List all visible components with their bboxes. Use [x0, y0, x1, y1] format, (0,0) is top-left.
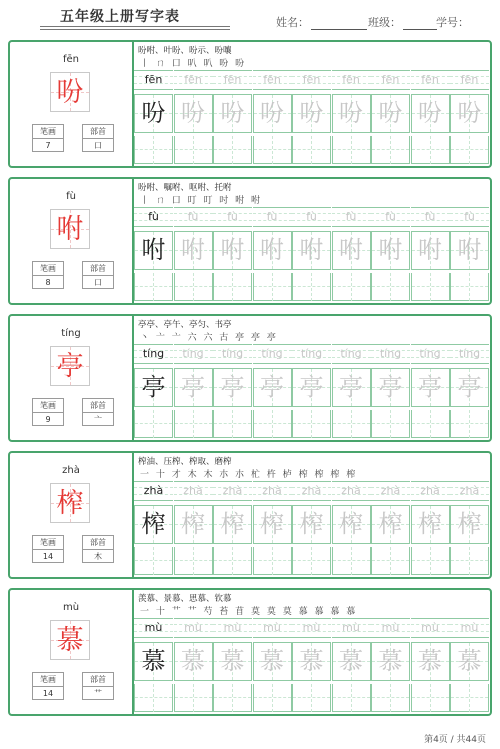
- character-practice: 亭: [299, 373, 324, 401]
- practice-cell[interactable]: [411, 207, 450, 303]
- practice-cell[interactable]: [174, 618, 213, 714]
- pinyin-practice: tíng: [142, 347, 165, 360]
- character-practice: 咐: [378, 236, 403, 264]
- stroke-order: 一 十 艹 艹 芍 苔 苜 莫 莫 莫 慕 慕 慕 慕: [140, 607, 358, 617]
- practice-cell[interactable]: [332, 344, 371, 440]
- pinyin-practice: fù: [227, 210, 238, 223]
- practice-cell[interactable]: [174, 344, 213, 440]
- empty-practice-box[interactable]: [332, 684, 371, 712]
- pinyin-practice: mù: [342, 621, 360, 634]
- pinyin-practice: tíng: [261, 347, 283, 360]
- character-card: [8, 177, 492, 305]
- character-practice: 慕: [181, 647, 205, 675]
- practice-cell[interactable]: [292, 70, 331, 166]
- empty-practice-box[interactable]: [450, 547, 489, 575]
- practice-cell[interactable]: [411, 344, 450, 440]
- practice-cell[interactable]: [371, 618, 410, 714]
- pinyin-label: mù: [62, 602, 80, 613]
- pinyin-label: fù: [66, 191, 76, 202]
- character-practice: 慕: [220, 647, 245, 675]
- empty-practice-box[interactable]: [332, 273, 371, 301]
- pinyin-practice: zhà: [183, 484, 203, 497]
- empty-practice-box[interactable]: [134, 136, 173, 164]
- pinyin-practice: mù: [302, 621, 321, 634]
- pinyin-practice: mù: [184, 621, 202, 634]
- empty-practice-box[interactable]: [174, 547, 213, 575]
- practice-cell[interactable]: [332, 618, 371, 714]
- radical-box: [82, 261, 114, 289]
- practice-cell[interactable]: [332, 70, 371, 166]
- pinyin-practice: tíng: [458, 347, 481, 360]
- character-practice: 榨: [220, 510, 245, 538]
- practice-cell[interactable]: [450, 618, 489, 714]
- practice-cell[interactable]: [213, 207, 252, 303]
- empty-practice-box[interactable]: [292, 410, 331, 438]
- pinyin-practice: fù: [424, 210, 436, 223]
- practice-cell[interactable]: [292, 207, 331, 303]
- practice-cell[interactable]: [371, 344, 410, 440]
- pinyin-practice: fēn: [421, 73, 439, 86]
- empty-practice-box[interactable]: [174, 410, 213, 438]
- empty-practice-box[interactable]: [213, 410, 252, 438]
- character-practice: 咐: [181, 236, 205, 264]
- main-character: 吩: [56, 77, 84, 108]
- empty-practice-box[interactable]: [253, 547, 292, 575]
- practice-cell[interactable]: [213, 481, 252, 577]
- practice-cell[interactable]: [134, 344, 173, 440]
- practice-cell[interactable]: [253, 618, 292, 714]
- practice-cell[interactable]: [411, 70, 450, 166]
- character-practice: 慕: [339, 647, 363, 675]
- character-practice: 慕: [418, 647, 442, 675]
- empty-practice-box[interactable]: [174, 684, 213, 712]
- pinyin-practice: fēn: [342, 73, 360, 86]
- practice-panel: [134, 453, 490, 577]
- empty-practice-box[interactable]: [371, 684, 410, 712]
- pinyin-practice: fēn: [263, 73, 281, 86]
- character-practice: 吩: [181, 99, 205, 127]
- stroke-count-box: [32, 672, 64, 700]
- empty-practice-box[interactable]: [253, 273, 292, 301]
- practice-cell[interactable]: [450, 207, 489, 303]
- pinyin-practice: zhà: [380, 484, 401, 497]
- empty-practice-box[interactable]: [411, 273, 450, 301]
- radical-value: 木: [94, 552, 102, 561]
- character-practice: 榨: [299, 510, 324, 538]
- empty-practice-box[interactable]: [450, 136, 489, 164]
- number-field[interactable]: [436, 14, 500, 43]
- pinyin-practice: mù: [421, 621, 439, 634]
- empty-practice-box[interactable]: [213, 136, 252, 164]
- pinyin-practice: fù: [345, 210, 357, 223]
- stroke-count-label: 笔画: [33, 262, 63, 276]
- character-info-panel: [10, 42, 134, 166]
- radical-box: [82, 398, 114, 426]
- empty-practice-box[interactable]: [411, 684, 450, 712]
- pinyin-practice: fù: [148, 210, 159, 223]
- pinyin-practice: mù: [263, 621, 281, 634]
- practice-cell[interactable]: [134, 207, 173, 303]
- character-practice: 亭: [220, 373, 245, 401]
- character-practice: 亭: [141, 373, 166, 401]
- practice-cell[interactable]: [450, 481, 489, 577]
- radical-box: [82, 672, 114, 700]
- radical-label: 部首: [83, 262, 113, 276]
- empty-practice-box[interactable]: [411, 547, 450, 575]
- pinyin-practice: fù: [187, 210, 199, 223]
- practice-panel: [134, 316, 490, 440]
- radical-box: [82, 124, 114, 152]
- empty-practice-box[interactable]: [371, 410, 410, 438]
- pinyin-practice: fēn: [460, 73, 479, 86]
- character-practice: 吩: [220, 99, 245, 127]
- main-character: 亭: [56, 351, 84, 382]
- character-card: [8, 314, 492, 442]
- example-words: 羡慕、景慕、思慕、钦慕: [138, 594, 232, 604]
- name-field[interactable]: [276, 14, 367, 30]
- pinyin-practice: fēn: [144, 73, 163, 86]
- practice-cell[interactable]: [450, 70, 489, 166]
- empty-practice-box[interactable]: [292, 547, 331, 575]
- main-character: 慕: [56, 625, 84, 656]
- empty-practice-box[interactable]: [371, 273, 410, 301]
- character-practice: 亭: [378, 373, 403, 401]
- example-words: 吩咐、嘱咐、呕咐、托咐: [138, 183, 232, 193]
- class-blank[interactable]: [403, 19, 437, 30]
- character-practice: 吩: [299, 99, 324, 127]
- character-practice: 慕: [299, 647, 324, 675]
- practice-cell[interactable]: [411, 618, 450, 714]
- pinyin-practice: tíng: [221, 347, 244, 360]
- practice-cell[interactable]: [292, 344, 331, 440]
- character-practice: 榨: [181, 510, 205, 538]
- pinyin-label: tíng: [61, 328, 81, 339]
- empty-practice-box[interactable]: [213, 684, 252, 712]
- stroke-count-box: [32, 261, 64, 289]
- page-number: 第4页 / 共44页: [424, 735, 486, 745]
- class-label: 班级：: [368, 16, 401, 29]
- character-practice: 榨: [339, 510, 363, 538]
- character-info-panel: [10, 316, 134, 440]
- character-practice: 咐: [141, 236, 166, 264]
- empty-practice-box[interactable]: [371, 136, 410, 164]
- pinyin-practice: fù: [385, 210, 396, 223]
- radical-label: 部首: [83, 673, 113, 687]
- pinyin-practice: mù: [144, 621, 163, 634]
- empty-practice-box[interactable]: [332, 136, 371, 164]
- character-card: [8, 451, 492, 579]
- number-label: 学号：: [436, 16, 469, 29]
- pinyin-label: zhà: [62, 465, 80, 476]
- stroke-count-box: [32, 398, 64, 426]
- pinyin-practice: tíng: [379, 347, 402, 360]
- empty-practice-box[interactable]: [174, 136, 213, 164]
- pinyin-practice: tíng: [419, 347, 441, 360]
- empty-practice-box[interactable]: [134, 410, 173, 438]
- stroke-count-box: [32, 535, 64, 563]
- character-info-panel: [10, 590, 134, 714]
- practice-cell[interactable]: [213, 70, 252, 166]
- pinyin-practice: tíng: [300, 347, 323, 360]
- stroke-count-value: 14: [42, 689, 54, 698]
- practice-cell[interactable]: [253, 481, 292, 577]
- practice-cell[interactable]: [174, 207, 213, 303]
- character-practice: 亭: [457, 373, 482, 401]
- character-practice: 吩: [260, 99, 284, 127]
- pinyin-practice: mù: [460, 621, 479, 634]
- stroke-count-box: [32, 124, 64, 152]
- character-practice: 慕: [260, 647, 284, 675]
- practice-cell[interactable]: [213, 344, 252, 440]
- stroke-count-value: 14: [42, 552, 54, 561]
- pinyin-practice: fēn: [381, 73, 400, 86]
- stroke-order: 丨 ㄇ 口 叭 叭 吩 吩: [140, 59, 247, 69]
- pinyin-practice: zhà: [459, 484, 480, 497]
- pinyin-practice: zhà: [341, 484, 361, 497]
- practice-cell[interactable]: [371, 481, 410, 577]
- pinyin-practice: mù: [381, 621, 400, 634]
- practice-cell[interactable]: [411, 481, 450, 577]
- character-practice: 慕: [141, 647, 166, 675]
- pinyin-practice: fēn: [223, 73, 242, 86]
- character-practice: 咐: [339, 236, 363, 264]
- empty-practice-box[interactable]: [332, 410, 371, 438]
- main-character: 榨: [56, 488, 84, 519]
- radical-label: 部首: [83, 399, 113, 413]
- stroke-order: 丶 亠 亠 六 六 古 亭 亭 亭: [140, 333, 278, 343]
- character-box: [50, 483, 90, 523]
- character-practice: 榨: [418, 510, 442, 538]
- practice-cell[interactable]: [253, 207, 292, 303]
- example-words: 亭亭、亭午、亭匀、书亭: [138, 320, 232, 330]
- radical-value: 口: [94, 278, 102, 287]
- character-box: [50, 72, 90, 112]
- radical-value: 艹: [94, 689, 102, 698]
- pinyin-practice: fēn: [302, 73, 321, 86]
- practice-cell[interactable]: [134, 481, 173, 577]
- stroke-order: 一 十 才 木 木 朩 朩 杧 杵 栌 榨 榨 榨 榨: [140, 470, 358, 480]
- character-box: [50, 620, 90, 660]
- empty-practice-box[interactable]: [213, 273, 252, 301]
- character-practice: 咐: [457, 236, 482, 264]
- character-practice: 亭: [339, 373, 363, 401]
- radical-value: 口: [94, 141, 102, 150]
- empty-practice-box[interactable]: [332, 547, 371, 575]
- character-card: [8, 588, 492, 716]
- character-practice: 吩: [418, 99, 442, 127]
- character-practice: 亭: [181, 373, 205, 401]
- empty-practice-box[interactable]: [411, 410, 450, 438]
- character-practice: 慕: [378, 647, 403, 675]
- empty-practice-box[interactable]: [292, 684, 331, 712]
- practice-grid: [134, 70, 490, 166]
- character-practice: 咐: [299, 236, 324, 264]
- radical-label: 部首: [83, 125, 113, 139]
- practice-panel: [134, 179, 490, 303]
- practice-cell[interactable]: [450, 344, 489, 440]
- character-card: [8, 40, 492, 168]
- empty-practice-box[interactable]: [450, 273, 489, 301]
- example-words: 吩咐、叶吩、吩示、吩嚷: [138, 46, 232, 56]
- character-practice: 榨: [378, 510, 403, 538]
- empty-practice-box[interactable]: [411, 136, 450, 164]
- practice-cell[interactable]: [332, 207, 371, 303]
- character-practice: 榨: [141, 510, 166, 538]
- pinyin-practice: mù: [223, 621, 242, 634]
- practice-cell[interactable]: [292, 618, 331, 714]
- name-label: 姓名：: [276, 16, 309, 29]
- character-info-panel: [10, 453, 134, 577]
- practice-cell[interactable]: [253, 344, 292, 440]
- character-practice: 亭: [260, 373, 284, 401]
- character-info-panel: [10, 179, 134, 303]
- practice-cell[interactable]: [253, 70, 292, 166]
- character-practice: 吩: [457, 99, 482, 127]
- pinyin-practice: fēn: [184, 73, 202, 86]
- stroke-count-value: 8: [45, 278, 51, 287]
- character-practice: 吩: [141, 99, 166, 127]
- practice-cell[interactable]: [292, 481, 331, 577]
- practice-grid: [134, 618, 490, 714]
- practice-cell[interactable]: [174, 70, 213, 166]
- class-field[interactable]: [368, 14, 437, 30]
- character-box: [50, 209, 90, 249]
- empty-practice-box[interactable]: [292, 136, 331, 164]
- character-practice: 慕: [457, 647, 482, 675]
- pinyin-practice: zhà: [143, 484, 164, 497]
- practice-cell[interactable]: [332, 481, 371, 577]
- pinyin-practice: tíng: [182, 347, 204, 360]
- pinyin-label: fēn: [62, 54, 79, 65]
- example-words: 榨油、压榨、榨取、磨榨: [138, 457, 232, 467]
- empty-practice-box[interactable]: [253, 684, 292, 712]
- empty-practice-box[interactable]: [292, 273, 331, 301]
- empty-practice-box[interactable]: [253, 410, 292, 438]
- practice-grid: [134, 207, 490, 303]
- pinyin-practice: zhà: [222, 484, 243, 497]
- radical-value: 亠: [94, 415, 102, 424]
- stroke-count-label: 笔画: [33, 125, 63, 139]
- pinyin-practice: tíng: [340, 347, 362, 360]
- title-underline-2: [40, 29, 230, 30]
- pinyin-practice: fù: [306, 210, 317, 223]
- character-box: [50, 346, 90, 386]
- main-character: 咐: [56, 214, 84, 245]
- empty-practice-box[interactable]: [450, 684, 489, 712]
- practice-cell[interactable]: [174, 481, 213, 577]
- stroke-count-value: 9: [45, 415, 51, 424]
- practice-panel: [134, 42, 490, 166]
- radical-label: 部首: [83, 536, 113, 550]
- character-practice: 咐: [418, 236, 442, 264]
- character-practice: 咐: [260, 236, 284, 264]
- document-title: 五年级上册写字表: [60, 9, 180, 25]
- empty-practice-box[interactable]: [134, 273, 173, 301]
- empty-practice-box[interactable]: [371, 547, 410, 575]
- practice-cell[interactable]: [371, 70, 410, 166]
- pinyin-practice: zhà: [420, 484, 440, 497]
- empty-practice-box[interactable]: [174, 273, 213, 301]
- practice-cell[interactable]: [371, 207, 410, 303]
- stroke-count-value: 7: [45, 141, 51, 150]
- character-practice: 咐: [220, 236, 245, 264]
- empty-practice-box[interactable]: [450, 410, 489, 438]
- pinyin-practice: fù: [266, 210, 278, 223]
- character-practice: 亭: [418, 373, 442, 401]
- pinyin-practice: fù: [464, 210, 475, 223]
- empty-practice-box[interactable]: [253, 136, 292, 164]
- empty-practice-box[interactable]: [134, 684, 173, 712]
- empty-practice-box[interactable]: [213, 547, 252, 575]
- practice-grid: [134, 344, 490, 440]
- character-practice: 榨: [260, 510, 284, 538]
- stroke-count-label: 笔画: [33, 536, 63, 550]
- practice-panel: [134, 590, 490, 714]
- character-practice: 吩: [339, 99, 363, 127]
- stroke-count-label: 笔画: [33, 673, 63, 687]
- pinyin-practice: zhà: [262, 484, 282, 497]
- pinyin-practice: zhà: [301, 484, 322, 497]
- stroke-order: 丨 ㄇ 口 叮 叮 吋 咐 咐: [140, 196, 263, 206]
- character-practice: 榨: [457, 510, 482, 538]
- page-header: [0, 0, 500, 34]
- name-blank[interactable]: [311, 19, 367, 30]
- empty-practice-box[interactable]: [134, 547, 173, 575]
- practice-cell[interactable]: [134, 70, 173, 166]
- radical-box: [82, 535, 114, 563]
- character-practice: 吩: [378, 99, 403, 127]
- title-underline: [40, 26, 230, 27]
- stroke-count-label: 笔画: [33, 399, 63, 413]
- practice-cell[interactable]: [213, 618, 252, 714]
- practice-cell[interactable]: [134, 618, 173, 714]
- practice-grid: [134, 481, 490, 577]
